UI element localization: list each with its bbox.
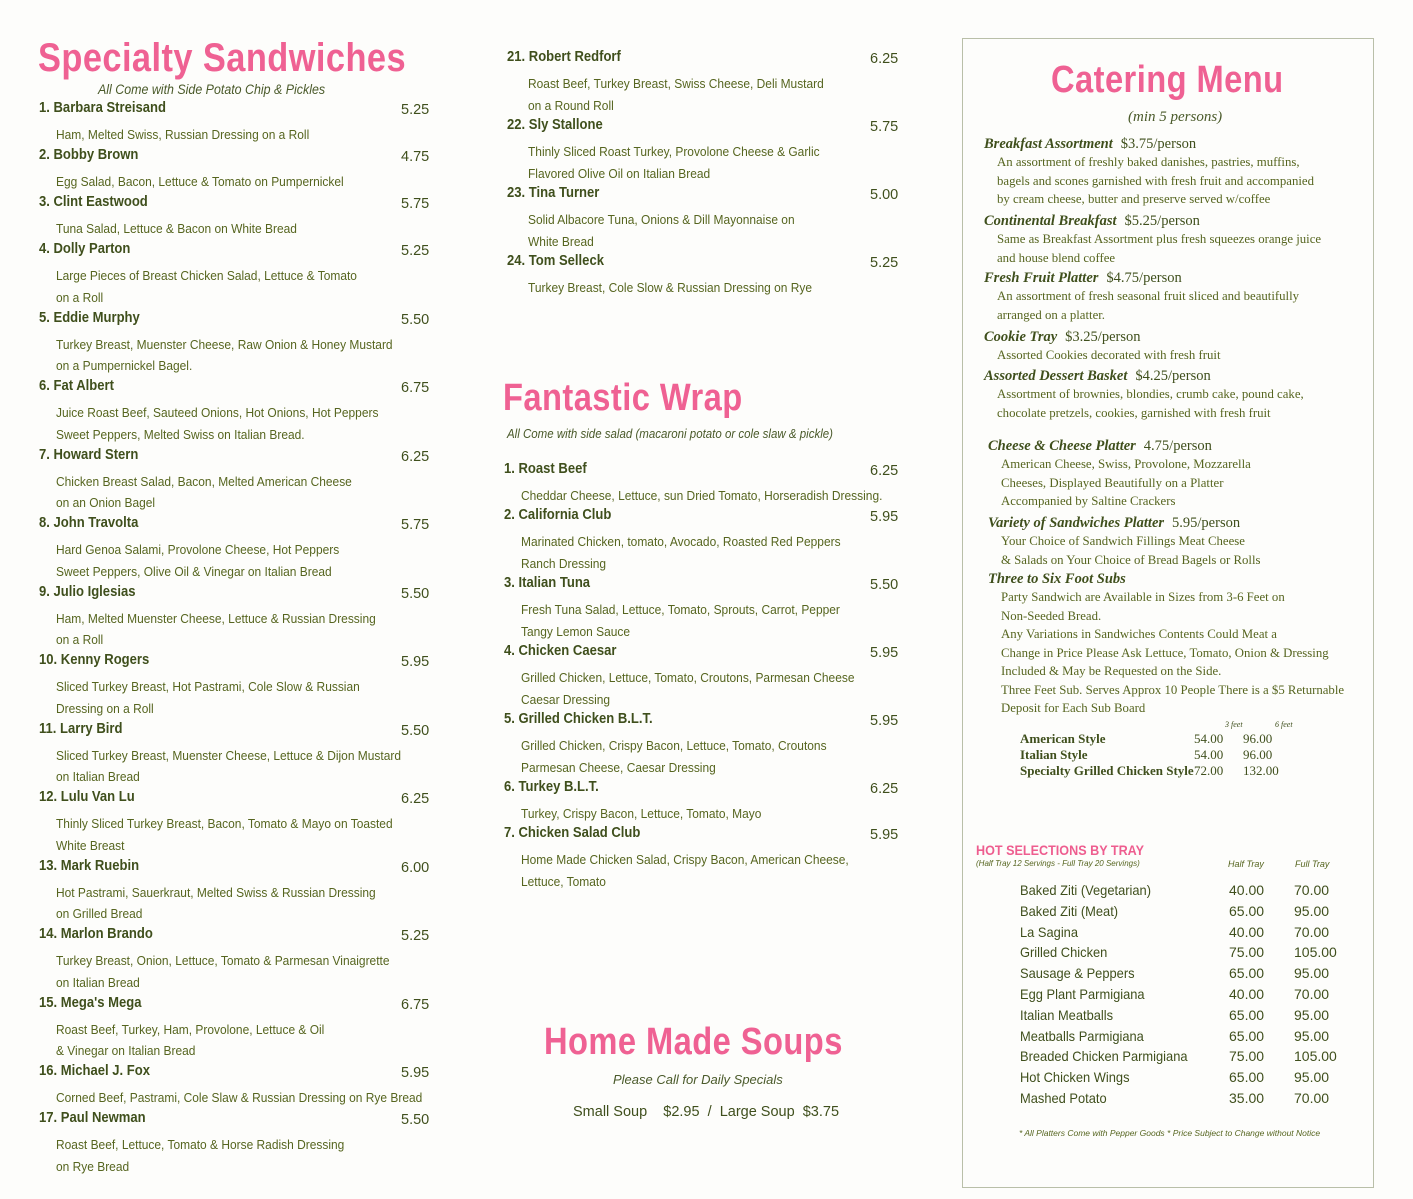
menu-item-description: Thinly Sliced Turkey Breast, Bacon, Tomato & Mayo on Toasted: [56, 816, 393, 831]
specialty-sandwiches-title: Specialty Sandwiches: [38, 36, 407, 80]
catering-section-line: Three Feet Sub. Serves Approx 10 People There is a $5 Returnable: [1001, 682, 1345, 697]
catering-title: Catering Menu: [1051, 59, 1284, 101]
soup-prices: Small Soup $2.95 / Large Soup $3.75: [573, 1104, 840, 1120]
menu-item-name: 23. Tina Turner: [507, 185, 600, 201]
sub-price-6ft: 96.00: [1243, 747, 1273, 762]
menu-item-description: on a Roll: [56, 632, 104, 647]
catering-section-line: American Cheese, Swiss, Provolone, Mozzarella: [1001, 457, 1251, 471]
full-tray-price: 105.00: [1294, 1048, 1337, 1065]
menu-item-description: Turkey Breast, Muenster Cheese, Raw Onion & Honey Mustard: [56, 336, 393, 352]
menu-item-price: 6.25: [401, 791, 430, 807]
catering-section-heading: [984, 329, 1221, 346]
fantastic-wrap-title: Fantastic Wrap: [503, 377, 743, 419]
half-tray-price: 40.00: [1229, 882, 1265, 898]
menu-item-description: Tuna Salad, Lettuce & Bacon on White Bread: [56, 221, 297, 236]
menu-item-name: 17. Paul Newman: [39, 1110, 146, 1126]
menu-item-description: Corned Beef, Pastrami, Cole Slaw & Russian Dressing on Rye Bread: [56, 1090, 423, 1105]
menu-item-name: 3. Italian Tuna: [504, 575, 591, 591]
full-tray-price: 95.00: [1294, 1027, 1330, 1044]
menu-item-price: 5.95: [870, 827, 899, 843]
catering-section-line: chocolate pretzels, cookies, garnished with fresh fruit: [997, 405, 1271, 420]
menu-item-description: Roast Beef, Turkey, Ham, Provolone, Lettuce & Oil: [56, 1021, 325, 1037]
menu-item-price: 5.25: [870, 255, 899, 271]
menu-item-description: Egg Salad, Bacon, Lettuce & Tomato on Pumpernickel: [56, 174, 344, 189]
menu-item-price: 5.50: [401, 722, 430, 739]
menu-item-price: 5.75: [401, 196, 430, 212]
menu-item-price: 6.00: [401, 859, 430, 876]
menu-item-name: 10. Kenny Rogers: [39, 652, 150, 668]
menu-item-description: Dressing on a Roll: [56, 700, 154, 716]
full-tray-price: 105.00: [1294, 944, 1337, 961]
catering-section-name: Continental Breakfast: [984, 213, 1117, 229]
menu-item-price: 6.25: [401, 448, 430, 465]
catering-section-line: Change in Price Please Ask Lettuce, Tomato, Onion & Dressing: [1001, 645, 1329, 660]
hot-selection-name: Meatballs Parmigiana: [1020, 1027, 1144, 1044]
menu-item-description: Sliced Turkey Breast, Hot Pastrami, Cole Slow & Russian: [56, 679, 360, 694]
full-tray-label: Full Tray: [1295, 859, 1330, 869]
menu-item-price: 6.25: [870, 51, 899, 67]
hot-selection-name: Baked Ziti (Meat): [1020, 902, 1119, 919]
catering-section-line: Cheeses, Displayed Beautifully on a Platter: [1001, 475, 1224, 490]
catering-section-name: Three to Six Foot Subs: [988, 571, 1126, 587]
sub-price-6ft: 96.00: [1243, 731, 1273, 746]
menu-item-name: 4. Dolly Parton: [39, 241, 131, 257]
menu-item-description: & Vinegar on Italian Bread: [56, 1043, 196, 1058]
catering-section-price: $4.75/person: [1106, 270, 1182, 286]
catering-section-heading: [984, 136, 1314, 153]
menu-item-description: Parmesan Cheese, Caesar Dressing: [521, 760, 716, 775]
menu-item-name: 1. Roast Beef: [504, 461, 587, 477]
menu-item-description: Grilled Chicken, Crispy Bacon, Lettuce, Tomato, Croutons: [521, 738, 827, 753]
catering-section: [984, 136, 1314, 209]
sub-style-name: Italian Style: [1020, 747, 1088, 762]
catering-section-line: Same as Breakfast Assortment plus fresh squeezes orange juice: [997, 232, 1322, 246]
menu-item-name: 1. Barbara Streisand: [39, 100, 166, 116]
menu-item-description: Sweet Peppers, Melted Swiss on Italian Bread.: [56, 426, 305, 442]
menu-item-price: 5.50: [870, 577, 899, 593]
catering-section-price: $4.25/person: [1135, 368, 1211, 384]
menu-item-description: Hard Genoa Salami, Provolone Cheese, Hot Peppers: [56, 542, 340, 557]
menu-item-price: 6.75: [401, 380, 430, 396]
menu-item-name: 6. Fat Albert: [39, 378, 114, 394]
half-tray-label: Half Tray: [1228, 859, 1264, 869]
menu-item-description: White Breast: [56, 837, 125, 853]
full-tray-price: 95.00: [1294, 1006, 1330, 1023]
catering-section: [984, 329, 1221, 365]
menu-item-description: Turkey Breast, Cole Slow & Russian Dressing on Rye: [528, 280, 813, 295]
catering-section-line: Included & May be Requested on the Side.: [1001, 664, 1222, 678]
menu-item-price: 5.25: [401, 928, 430, 944]
hot-selection-name: Italian Meatballs: [1020, 1006, 1114, 1023]
menu-item-price: 5.50: [401, 1112, 430, 1128]
catering-section-heading: [984, 368, 1304, 385]
catering-section-line: Your Choice of Sandwich Fillings Meat Cheese: [1001, 534, 1245, 548]
menu-item-description: on a Round Roll: [528, 97, 614, 113]
menu-item-name: 11. Larry Bird: [39, 720, 123, 737]
menu-item-description: Lettuce, Tomato: [521, 874, 606, 889]
menu-item-description: Large Pieces of Breast Chicken Salad, Lettuce & Tomato: [56, 268, 357, 283]
hot-selections-note: (Half Tray 12 Servings - Full Tray 20 Servings): [976, 859, 1140, 868]
menu-item-price: 5.95: [870, 509, 899, 525]
menu-item-name: 9. Julio Iglesias: [39, 583, 136, 600]
catering-section-line: Any Variations in Sandwiches Contents Could Meat a: [1001, 627, 1277, 641]
catering-section: [984, 270, 1299, 324]
menu-item-description: Solid Albacore Tuna, Onions & Dill Mayonnaise on: [528, 212, 795, 227]
menu-item-description: on Rye Bread: [56, 1158, 130, 1174]
catering-section-line: Accompanied by Saltine Crackers: [1001, 494, 1176, 508]
menu-item-description: Tangy Lemon Sauce: [521, 624, 631, 639]
catering-section-line: Non-Seeded Bread.: [1001, 608, 1102, 623]
menu-item-price: 5.95: [870, 645, 899, 661]
menu-item-name: 3. Clint Eastwood: [39, 194, 148, 210]
menu-item-description: on Italian Bread: [56, 974, 140, 990]
menu-item-name: 12. Lulu Van Lu: [39, 789, 135, 805]
menu-item-description: on Grilled Bread: [56, 906, 143, 921]
catering-section-line: and house blend coffee: [997, 250, 1116, 265]
menu-item-name: 13. Mark Ruebin: [39, 857, 140, 874]
menu-item-price: 5.50: [401, 311, 430, 328]
full-tray-price: 95.00: [1294, 1069, 1330, 1086]
menu-item-price: 5.95: [401, 1065, 430, 1081]
menu-item-description: Ham, Melted Muenster Cheese, Lettuce & Russian Dressing: [56, 610, 376, 626]
menu-item-description: Ranch Dressing: [521, 556, 607, 571]
hot-selection-name: Mashed Potato: [1020, 1090, 1107, 1106]
menu-item-price: 4.75: [401, 149, 430, 165]
menu-item-description: Sweet Peppers, Olive Oil & Vinegar on Italian Bread: [56, 563, 332, 579]
menu-item-name: 16. Michael J. Fox: [39, 1063, 150, 1079]
menu-item-description: Marinated Chicken, tomato, Avocado, Roasted Red Peppers: [521, 534, 841, 549]
catering-section-price: $3.75/person: [1120, 136, 1197, 152]
catering-section-line: Assortment of brownies, blondies, crumb cake, pound cake,: [997, 387, 1304, 401]
sub-price-3ft: 54.00: [1194, 747, 1224, 762]
menu-item-name: 22. Sly Stallone: [507, 117, 603, 133]
menu-item-price: 6.25: [870, 463, 899, 479]
menu-item-name: 7. Chicken Salad Club: [504, 825, 641, 841]
menu-item-price: 5.75: [870, 119, 899, 135]
subs-header-3ft: 3 feet: [1225, 720, 1243, 729]
catering-section-heading: [984, 270, 1299, 287]
menu-item-description: Hot Pastrami, Sauerkraut, Melted Swiss & Russian Dressing: [56, 884, 376, 900]
catering-section-price: $3.25/person: [1065, 329, 1141, 345]
middle-column: [470, 0, 950, 1199]
catering-section: [988, 515, 1260, 569]
full-tray-price: 70.00: [1294, 923, 1330, 940]
full-tray-price: 70.00: [1294, 882, 1330, 898]
menu-item-description: Chicken Breast Salad, Bacon, Melted American Cheese: [56, 473, 352, 489]
catering-section: [988, 571, 1344, 718]
catering-section-heading: [988, 438, 1251, 455]
menu-item-description: Sliced Turkey Breast, Muenster Cheese, Lettuce & Dijon Mustard: [56, 747, 402, 763]
half-tray-price: 75.00: [1229, 1048, 1265, 1065]
specialty-sandwiches-subtitle: All Come with Side Potato Chip & Pickles: [98, 82, 326, 97]
menu-item-price: 5.25: [401, 102, 430, 118]
catering-section-line: An assortment of fresh seasonal fruit sliced and beautifully: [997, 289, 1300, 303]
catering-section-line: by cream cheese, butter and preserve served w/coffee: [997, 192, 1271, 206]
half-tray-price: 65.00: [1229, 965, 1265, 982]
catering-section-line: Deposit for Each Sub Board: [1001, 701, 1146, 715]
sub-price-6ft: 132.00: [1243, 763, 1279, 778]
menu-item-description: on Italian Bread: [56, 769, 140, 784]
hot-selection-name: Baked Ziti (Vegetarian): [1020, 882, 1152, 898]
catering-section-name: Cookie Tray: [984, 329, 1058, 345]
half-tray-price: 40.00: [1229, 923, 1265, 940]
catering-footer-note: * All Platters Come with Pepper Goods * Price Subject to Change without Notice: [1019, 1128, 1321, 1138]
half-tray-price: 65.00: [1229, 1027, 1265, 1044]
sub-price-3ft: 72.00: [1194, 763, 1224, 778]
catering-section-name: Cheese & Cheese Platter: [988, 438, 1136, 454]
half-tray-price: 40.00: [1229, 986, 1265, 1002]
subs-header-6ft: 6 feet: [1275, 720, 1293, 729]
specialty-sandwiches-column: [0, 0, 470, 1199]
hot-selection-name: Hot Chicken Wings: [1020, 1069, 1130, 1086]
catering-section-heading: [988, 515, 1260, 532]
menu-item-name: 5. Eddie Murphy: [39, 309, 140, 326]
catering-section-line: & Salads on Your Choice of Bread Bagels or Rolls: [1001, 552, 1261, 567]
menu-item-name: 4. Chicken Caesar: [504, 643, 617, 659]
menu-item-name: 15. Mega's Mega: [39, 994, 142, 1011]
catering-subtitle: (min 5 persons): [1128, 109, 1223, 125]
half-tray-price: 35.00: [1229, 1090, 1265, 1106]
catering-panel: [962, 38, 1374, 1188]
menu-item-price: 5.00: [870, 187, 899, 203]
catering-section-name: Assorted Dessert Basket: [984, 368, 1128, 384]
menu-item-description: on a Roll: [56, 289, 104, 305]
menu-item-description: Flavored Olive Oil on Italian Bread: [528, 165, 711, 181]
menu-item-description: Juice Roast Beef, Sauteed Onions, Hot Onions, Hot Peppers: [56, 405, 379, 420]
half-tray-price: 65.00: [1229, 1006, 1265, 1023]
menu-item-name: 2. Bobby Brown: [39, 147, 139, 163]
menu-item-description: Cheddar Cheese, Lettuce, sun Dried Tomato, Horseradish Dressing.: [521, 488, 883, 503]
menu-item-description: Turkey, Crispy Bacon, Lettuce, Tomato, Mayo: [521, 806, 762, 821]
catering-section-name: Breakfast Assortment: [984, 136, 1113, 152]
menu-item-description: Ham, Melted Swiss, Russian Dressing on a Roll: [56, 127, 310, 142]
menu-item-description: Turkey Breast, Onion, Lettuce, Tomato & Parmesan Vinaigrette: [56, 953, 390, 968]
catering-section-name: Variety of Sandwiches Platter: [988, 515, 1165, 531]
menu-item-price: 5.75: [401, 517, 430, 533]
hot-selection-name: Sausage & Peppers: [1020, 965, 1135, 982]
half-tray-price: 65.00: [1229, 1069, 1265, 1086]
catering-section-name: Fresh Fruit Platter: [984, 270, 1099, 286]
half-tray-price: 75.00: [1229, 944, 1265, 961]
catering-section-line: Party Sandwich are Available in Sizes from 3-6 Feet on: [1001, 590, 1285, 604]
menu-item-name: 2. California Club: [504, 507, 612, 523]
menu-item-description: on an Onion Bagel: [56, 495, 156, 510]
menu-item-description: Fresh Tuna Salad, Lettuce, Tomato, Sprouts, Carrot, Pepper: [521, 602, 840, 617]
menu-item-price: 5.95: [401, 654, 430, 670]
hot-selection-name: Egg Plant Parmigiana: [1020, 986, 1145, 1002]
menu-item-price: 5.50: [401, 585, 430, 602]
catering-section-line: arranged on a platter.: [997, 307, 1106, 322]
menu-item-name: 24. Tom Selleck: [507, 253, 604, 269]
hot-selections-title: HOT SELECTIONS BY TRAY: [976, 842, 1145, 858]
hot-selection-name: La Sagina: [1020, 923, 1079, 940]
menu-item-name: 5. Grilled Chicken B.L.T.: [504, 711, 653, 727]
menu-item-name: 6. Turkey B.L.T.: [504, 779, 599, 795]
catering-section-heading: [984, 213, 1321, 230]
full-tray-price: 70.00: [1294, 986, 1330, 1002]
menu-item-description: Roast Beef, Lettuce, Tomato & Horse Radish Dressing: [56, 1137, 345, 1152]
catering-section: [988, 438, 1251, 511]
menu-item-price: 6.25: [870, 781, 899, 797]
catering-section-price: 5.95/person: [1172, 515, 1241, 531]
half-tray-price: 65.00: [1229, 902, 1265, 919]
menu-item-name: 8. John Travolta: [39, 515, 139, 531]
soups-subtitle: Please Call for Daily Specials: [613, 1072, 783, 1087]
catering-section-line: bagels and scones garnished with fresh fruit and accompanied: [997, 173, 1314, 188]
menu-item-name: 14. Marlon Brando: [39, 926, 153, 942]
menu-item-price: 5.25: [401, 243, 430, 259]
menu-item-description: Thinly Sliced Roast Turkey, Provolone Cheese & Garlic: [528, 144, 820, 159]
catering-section-price: $5.25/person: [1124, 213, 1200, 229]
hot-selection-name: Breaded Chicken Parmigiana: [1020, 1048, 1188, 1065]
catering-section-price: 4.75/person: [1143, 438, 1212, 454]
full-tray-price: 95.00: [1294, 965, 1330, 982]
catering-section-heading: [988, 571, 1344, 588]
full-tray-price: 95.00: [1294, 902, 1330, 919]
menu-item-price: 5.95: [870, 713, 899, 729]
menu-item-description: White Bread: [528, 233, 594, 249]
menu-item-price: 6.75: [401, 996, 430, 1013]
menu-item-description: Roast Beef, Turkey Breast, Swiss Cheese, Deli Mustard: [528, 76, 824, 91]
hot-selection-name: Grilled Chicken: [1020, 944, 1108, 961]
menu-item-description: on a Pumpernickel Bagel.: [56, 358, 193, 373]
catering-section-line: An assortment of freshly baked danishes, pastries, muffins,: [997, 155, 1300, 169]
fantastic-wrap-subtitle: All Come with side salad (macaroni potato or cole slaw & pickle): [507, 427, 833, 441]
menu-item-name: 21. Robert Redforf: [507, 49, 621, 65]
catering-section-line: Assorted Cookies decorated with fresh fruit: [997, 348, 1221, 362]
menu-item-description: Grilled Chicken, Lettuce, Tomato, Croutons, Parmesan Cheese: [521, 670, 855, 685]
menu-item-description: Caesar Dressing: [521, 692, 611, 707]
soups-title: Home Made Soups: [544, 1021, 843, 1063]
menu-item-name: 7. Howard Stern: [39, 446, 139, 463]
sub-style-name: American Style: [1020, 731, 1106, 746]
menu-item-description: Home Made Chicken Salad, Crispy Bacon, American Cheese,: [521, 852, 849, 867]
catering-section: [984, 368, 1304, 422]
full-tray-price: 70.00: [1294, 1090, 1330, 1106]
sub-price-3ft: 54.00: [1194, 731, 1224, 746]
catering-section: [984, 213, 1321, 267]
sub-style-name: Specialty Grilled Chicken Style: [1020, 763, 1194, 778]
